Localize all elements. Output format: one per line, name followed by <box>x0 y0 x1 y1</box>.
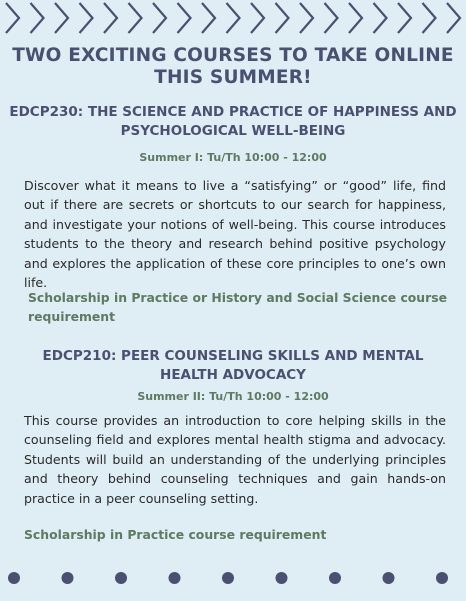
dot-icon <box>329 572 341 584</box>
course-1-title-line-1: EDCP230: THE SCIENCE AND PRACTICE OF HAPPINESS AND <box>9 104 457 120</box>
course-1-schedule: Summer I: Tu/Th 10:00 - 12:00 <box>139 151 327 164</box>
dot-icon <box>222 572 234 584</box>
chevron-icon <box>104 3 117 33</box>
dot-icon <box>8 572 20 584</box>
course-2-description: This course provides an introduction to core helping skills in the counseling field and explores mental health stigma and advocacy. Students will build an understanding of the underlying principles and theory behind counseling techniques and gain hands-on practice in a peer counseling setting. <box>24 413 446 506</box>
chevron-icon <box>6 3 19 33</box>
chevron-icon <box>423 3 436 33</box>
course-1-title <box>0 103 466 141</box>
dot-icon <box>276 572 288 584</box>
course-1-title-line-2: PSYCHOLOGICAL WELL-BEING <box>120 123 346 139</box>
chevron-icon <box>349 3 362 33</box>
chevron-icon <box>374 3 387 33</box>
dot-icon <box>62 572 74 584</box>
dot-icon <box>436 572 448 584</box>
chevron-icon <box>447 3 460 33</box>
chevron-icon <box>227 3 240 33</box>
dot-icon <box>383 572 395 584</box>
course-2-title-line-2: HEALTH ADVOCACY <box>160 367 306 383</box>
course-1-requirement: Scholarship in Practice or History and Social Science course requirement <box>28 290 448 324</box>
course-2-title <box>0 347 466 385</box>
chevron-icon <box>398 3 411 33</box>
chevron-border-decoration <box>0 0 466 40</box>
chevron-icon <box>251 3 264 33</box>
course-2-schedule: Summer II: Tu/Th 10:00 - 12:00 <box>137 390 329 403</box>
page-title-line-1: TWO EXCITING COURSES TO TAKE ONLINE <box>12 45 454 66</box>
chevron-icon <box>129 3 142 33</box>
page-title-line-2: THIS SUMMER! <box>154 67 312 88</box>
chevron-icon <box>300 3 313 33</box>
course-2-title-line-1: EDCP210: PEER COUNSELING SKILLS AND MENTAL <box>42 348 424 364</box>
chevron-icon <box>202 3 215 33</box>
chevron-icon <box>80 3 93 33</box>
chevron-icon <box>31 3 44 33</box>
chevron-icon <box>55 3 68 33</box>
course-2-requirement: Scholarship in Practice course requirement <box>24 527 327 542</box>
chevron-icon <box>153 3 166 33</box>
dot-border-decoration <box>0 568 466 588</box>
chevron-icon <box>325 3 338 33</box>
chevron-icon <box>178 3 191 33</box>
course-1-description: Discover what it means to live a “satisfying” or “good” life, find out if there are secrets or shortcuts to our search for happiness, and investigate your notions of well-being. This course introduces students to the theory and research behind positive psychology and explores the application of these core principles to one’s own life. <box>24 178 446 291</box>
page-title <box>0 45 466 89</box>
dot-icon <box>169 572 181 584</box>
dot-icon <box>115 572 127 584</box>
chevron-icon <box>276 3 289 33</box>
